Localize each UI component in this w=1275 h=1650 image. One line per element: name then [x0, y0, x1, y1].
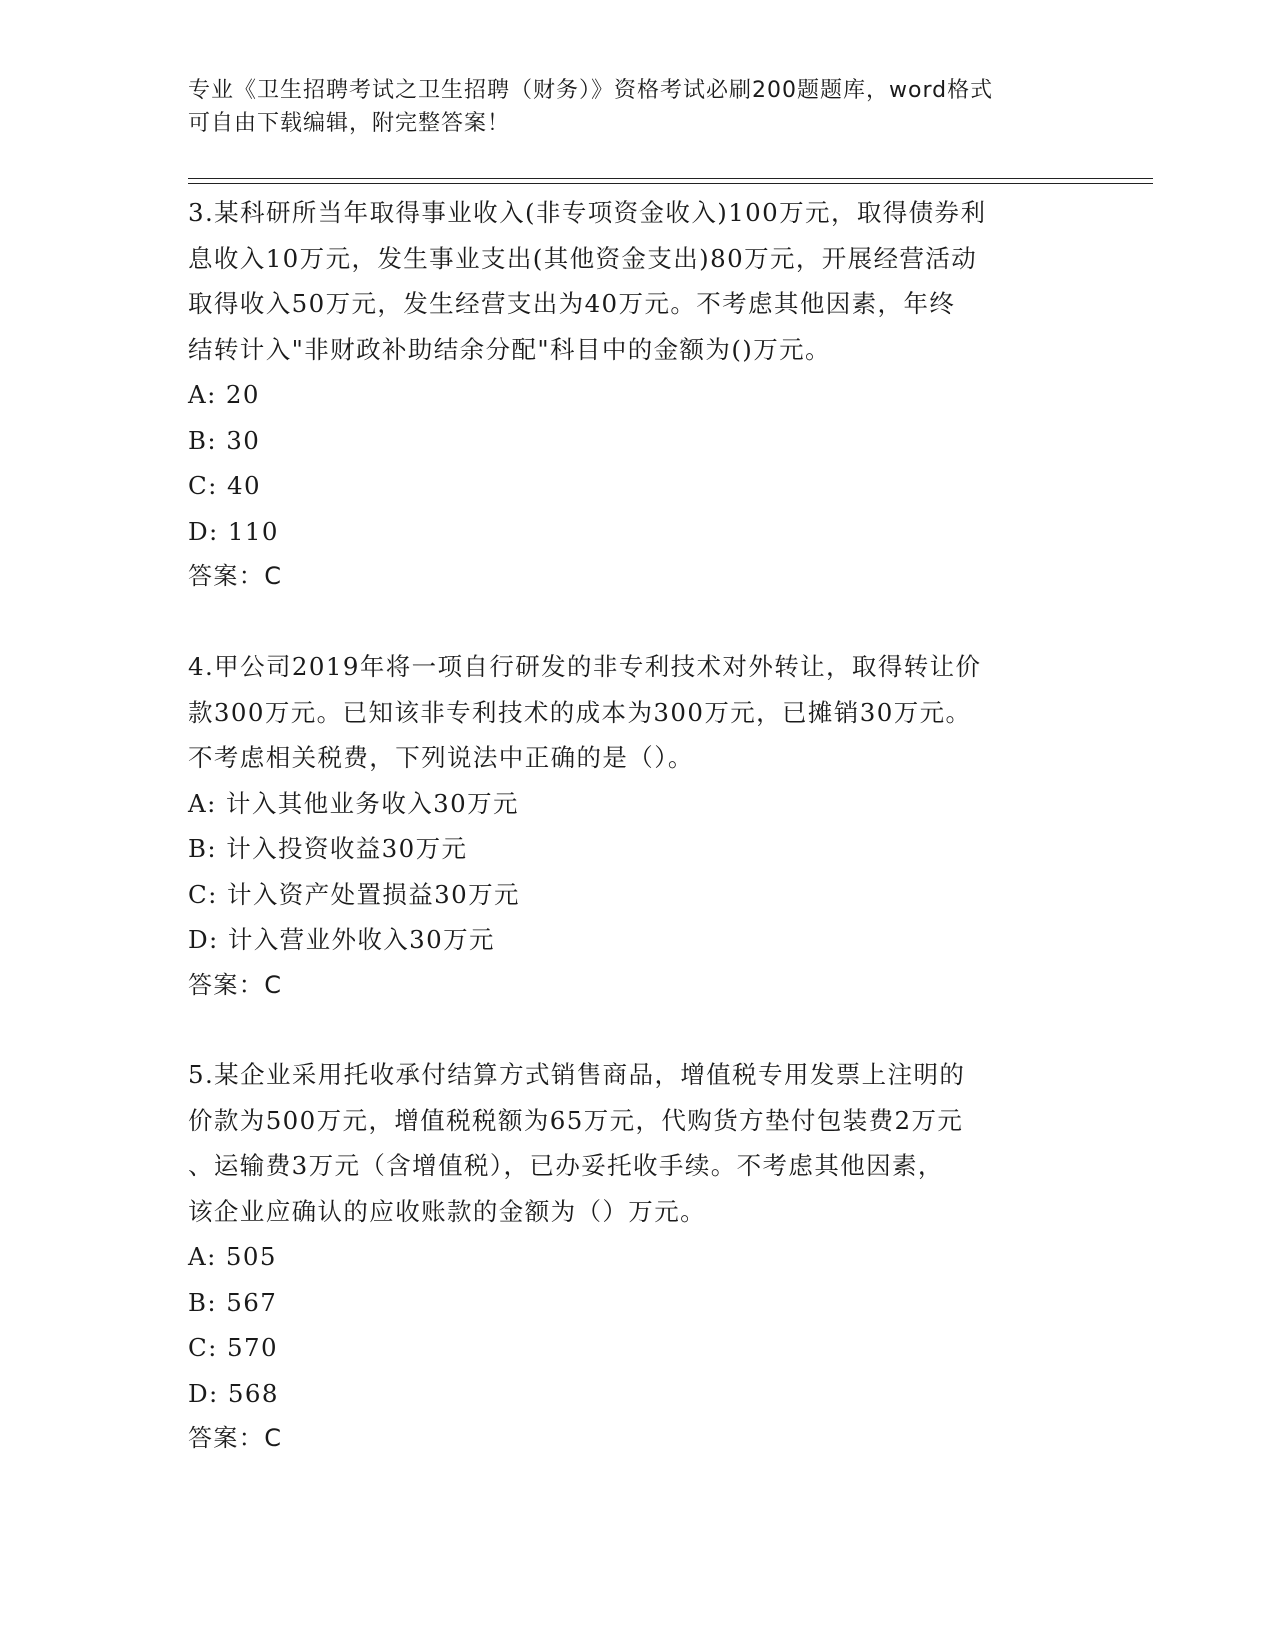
answer-label: 答案：C — [188, 562, 283, 590]
option-d: D: 110 — [188, 516, 279, 546]
option-a: A: 计入其他业务收入30万元 — [188, 788, 519, 818]
question-text-line: 4.甲公司2019年将一项自行研发的非专利技术对外转让，取得转让价 — [188, 652, 982, 681]
header-divider-top — [188, 178, 1153, 179]
option-a: A: 505 — [188, 1242, 277, 1271]
option-b: B: 30 — [188, 425, 261, 455]
question-text-line: 不考虑相关税费，下列说法中正确的是（）。 — [188, 743, 694, 772]
option-b: B: 计入投资收益30万元 — [188, 834, 468, 863]
question-text-line: 该企业应确认的应收账款的金额为（）万元。 — [188, 1196, 706, 1226]
question-text-line: 息收入10万元，发生事业支出(其他资金支出)80万元，开展经营活动 — [188, 243, 978, 273]
question-text-line: 款300万元。已知该非专利技术的成本为300万元，已摊销30万元。 — [188, 697, 972, 727]
option-c: C: 570 — [188, 1333, 278, 1362]
question-text-line: 3.某科研所当年取得事业收入(非专项资金收入)100万元，取得债券利 — [188, 198, 987, 227]
header-line-1: 专业《卫生招聘考试之卫生招聘（财务）》资格考试必刷200题题库，word格式 — [188, 78, 994, 103]
question-4 — [188, 644, 1088, 1008]
option-a: A: 20 — [188, 380, 260, 409]
answer-label: 答案：C — [188, 970, 283, 999]
option-c: C: 计入资产处置损益30万元 — [188, 879, 520, 909]
answer-label: 答案：C — [188, 1424, 283, 1452]
question-text-line: 、运输费3万元（含增值税），已办妥托收手续。不考虑其他因素， — [188, 1151, 944, 1180]
header-line-2: 可自由下载编辑，附完整答案！ — [188, 111, 511, 136]
option-d: D: 568 — [188, 1378, 279, 1408]
option-b: B: 567 — [188, 1287, 278, 1317]
question-3 — [188, 190, 1088, 600]
option-d: D: 计入营业外收入30万元 — [188, 925, 495, 954]
question-text-line: 价款为500万元，增值税税额为65万元，代购货方垫付包装费2万元 — [188, 1105, 964, 1135]
header-divider-bottom — [188, 183, 1153, 184]
question-text-line: 5.某企业采用托收承付结算方式销售商品，增值税专用发票上注明的 — [188, 1060, 966, 1089]
question-text-line: 取得收入50万元，发生经营支出为40万元。不考虑其他因素，年终 — [188, 289, 956, 318]
question-5 — [188, 1052, 1088, 1462]
document-header — [188, 74, 1088, 140]
question-text-line: 结转计入"非财政补助结余分配"科目中的金额为()万元。 — [188, 334, 831, 364]
option-c: C: 40 — [188, 471, 261, 500]
